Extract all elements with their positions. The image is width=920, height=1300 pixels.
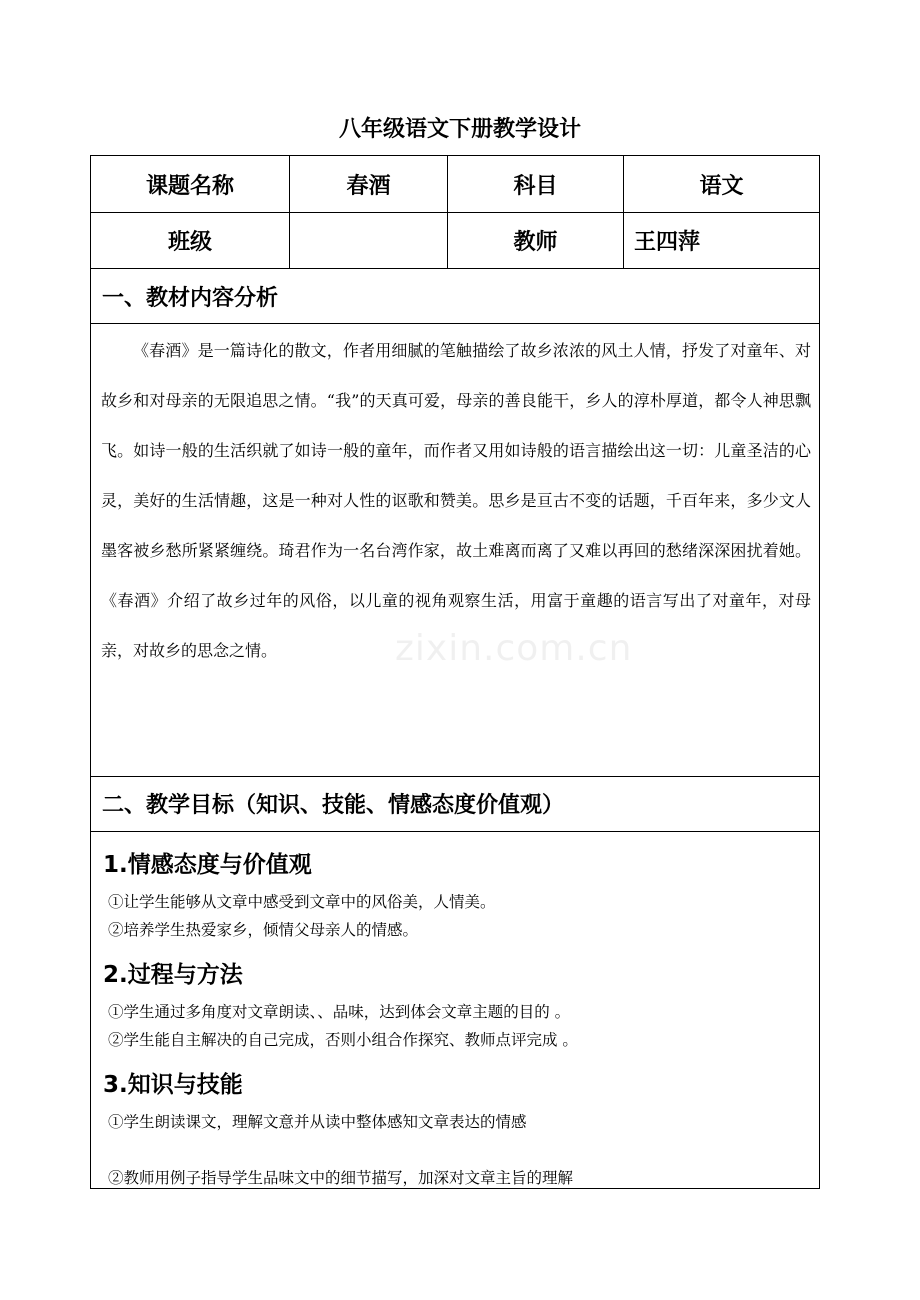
material-analysis-cell [91,324,819,777]
section-teaching-goals-heading: 二、教学目标（知识、技能、情感态度价值观） [91,776,819,832]
goal-group-heading: 2.过程与方法 [103,962,243,988]
goal-item: ①让学生能够从文章中感受到文章中的风俗美，人情美。 [108,893,496,911]
course-name-label: 课题名称 [91,156,290,213]
teacher-label: 教师 [448,213,624,269]
goal-item: ②教师用例子指导学生品味文中的细节描写，加深对文章主旨的理解 [108,1169,574,1187]
class-label: 班级 [91,213,290,269]
section-material-analysis-heading: 一、教材内容分析 [91,269,819,324]
material-analysis-paragraph: 《春酒》是一篇诗化的散文，作者用细腻的笔触描绘了故乡浓浓的风土人情，抒发了对童年、对故乡和对母亲的无限追思之情。“我”的天真可爱，母亲的善良能干，乡人的淳朴厚道，都令人神思飘飞。如诗一般的生活织就了如诗一般的童年，而作者又用如诗般的语言描绘出这一切：儿童圣洁的心灵，美好的生活情趣，这是一种对人性的讴歌和赞美。思乡是亘古不变的话题，千百年来，多少文人墨客被乡愁所紧紧缠绕。琦君作为一名台湾作家，故土难离而离了又难以再回的愁绪深深困扰着她。《春酒》介绍了故乡过年的风俗，以儿童的视角观察生活，用富于童趣的语言写出了对童年，对母亲，对故乡的思念之情。 [101,341,811,660]
goal-item: ①学生通过多角度对文章朗读、、品味，达到体会文章主题的目的 。 [108,1003,571,1021]
watermark: zixin.com.cn [395,628,633,669]
goal-group-heading: 3.知识与技能 [103,1072,243,1098]
subject-label: 科目 [448,156,624,213]
goal-item: ②培养学生热爱家乡，倾情父母亲人的情感。 [108,921,419,939]
lesson-plan-table [90,155,820,1189]
teacher-value: 王四萍 [624,213,819,269]
document-title: 八年级语文下册教学设计 [338,117,581,142]
goal-item: ②学生能自主解决的自己完成，否则小组合作探究、教师点评完成 。 [108,1031,578,1049]
course-name-value: 春酒 [290,156,448,213]
class-value [290,213,448,269]
subject-value: 语文 [624,156,819,213]
goal-group-heading: 1.情感态度与价值观 [103,852,312,878]
goal-item: ①学生朗读课文，理解文意并从读中整体感知文章表达的情感 [108,1113,527,1131]
